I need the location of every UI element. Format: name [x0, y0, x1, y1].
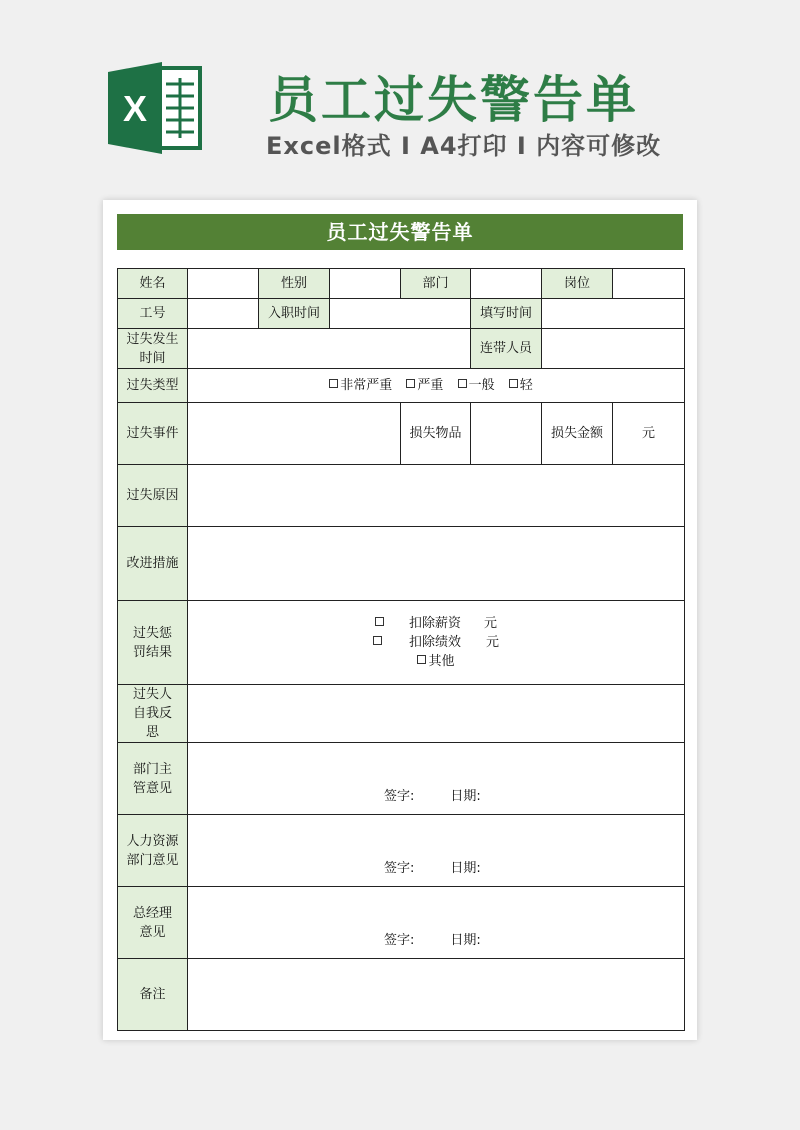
field-hire-date[interactable] — [330, 299, 471, 329]
label-fault-reason: 过失原因 — [118, 465, 188, 527]
label-department: 部门 — [401, 269, 471, 299]
signature-label: 签字: — [384, 933, 415, 948]
field-position[interactable] — [613, 269, 685, 299]
excel-logo-icon — [104, 58, 204, 158]
form-title: 员工过失警告单 — [117, 214, 683, 250]
svg-text:X: X — [122, 88, 148, 129]
field-joint-person[interactable] — [542, 329, 685, 369]
field-fault-reason[interactable] — [188, 465, 685, 527]
field-department[interactable] — [471, 269, 542, 299]
field-name[interactable] — [188, 269, 259, 299]
option-minor[interactable]: 轻 — [509, 376, 533, 395]
field-fault-event[interactable] — [188, 403, 401, 465]
date-label: 日期: — [450, 789, 481, 804]
label-hr-opinion: 人力资源部门意见 — [118, 815, 188, 887]
penalty-option-other[interactable]: 其他 — [188, 652, 684, 671]
option-general[interactable]: 一般 — [458, 376, 495, 395]
date-label: 日期: — [450, 933, 481, 948]
penalty-option-performance[interactable]: 扣除绩效 元 — [188, 633, 684, 652]
banner-title: 员工过失警告单 — [268, 71, 639, 129]
label-self-reflection: 过失人自我反思 — [118, 685, 188, 743]
checkbox-icon — [406, 379, 415, 388]
signature-label: 签字: — [384, 861, 415, 876]
checkbox-icon — [417, 655, 426, 664]
banner-subtitle: Excel格式 I A4打印 I 内容可修改 — [266, 132, 662, 160]
field-improvement[interactable] — [188, 527, 685, 601]
field-lost-items[interactable] — [471, 403, 542, 465]
field-employee-id[interactable] — [188, 299, 259, 329]
label-fault-event: 过失事件 — [118, 403, 188, 465]
label-penalty: 过失惩罚结果 — [118, 601, 188, 685]
label-name: 姓名 — [118, 269, 188, 299]
field-gender[interactable] — [330, 269, 401, 299]
label-dept-manager-opinion: 部门主管意见 — [118, 743, 188, 815]
option-very-serious[interactable]: 非常严重 — [329, 376, 392, 395]
field-loss-amount-unit[interactable]: 元 — [613, 403, 685, 465]
date-label: 日期: — [450, 861, 481, 876]
checkbox-icon — [509, 379, 518, 388]
banner — [0, 0, 800, 190]
checkbox-icon — [329, 379, 338, 388]
label-loss-amount: 损失金额 — [542, 403, 613, 465]
checkbox-icon — [373, 636, 382, 645]
signature-label: 签字: — [384, 789, 415, 804]
field-fill-date[interactable] — [542, 299, 685, 329]
warning-form-table — [117, 268, 685, 1031]
field-gm-opinion[interactable] — [188, 887, 685, 959]
form-paper — [103, 200, 697, 1040]
label-remarks: 备注 — [118, 959, 188, 1031]
field-dept-manager-opinion[interactable] — [188, 743, 685, 815]
label-joint-person: 连带人员 — [471, 329, 542, 369]
label-employee-id: 工号 — [118, 299, 188, 329]
field-remarks[interactable] — [188, 959, 685, 1031]
penalty-option-salary[interactable]: 扣除薪资 元 — [188, 614, 684, 633]
label-fill-date: 填写时间 — [471, 299, 542, 329]
label-improvement: 改进措施 — [118, 527, 188, 601]
label-position: 岗位 — [542, 269, 613, 299]
label-gm-opinion: 总经理意见 — [118, 887, 188, 959]
label-gender: 性别 — [259, 269, 330, 299]
field-fault-time[interactable] — [188, 329, 471, 369]
label-fault-type: 过失类型 — [118, 369, 188, 403]
field-self-reflection[interactable] — [188, 685, 685, 743]
field-hr-opinion[interactable] — [188, 815, 685, 887]
checkbox-icon — [375, 617, 384, 626]
fault-type-options — [188, 369, 685, 403]
label-lost-items: 损失物品 — [401, 403, 471, 465]
label-fault-time: 过失发生时间 — [118, 329, 188, 369]
label-hire-date: 入职时间 — [259, 299, 330, 329]
option-serious[interactable]: 严重 — [406, 376, 443, 395]
checkbox-icon — [458, 379, 467, 388]
field-penalty — [188, 601, 685, 685]
